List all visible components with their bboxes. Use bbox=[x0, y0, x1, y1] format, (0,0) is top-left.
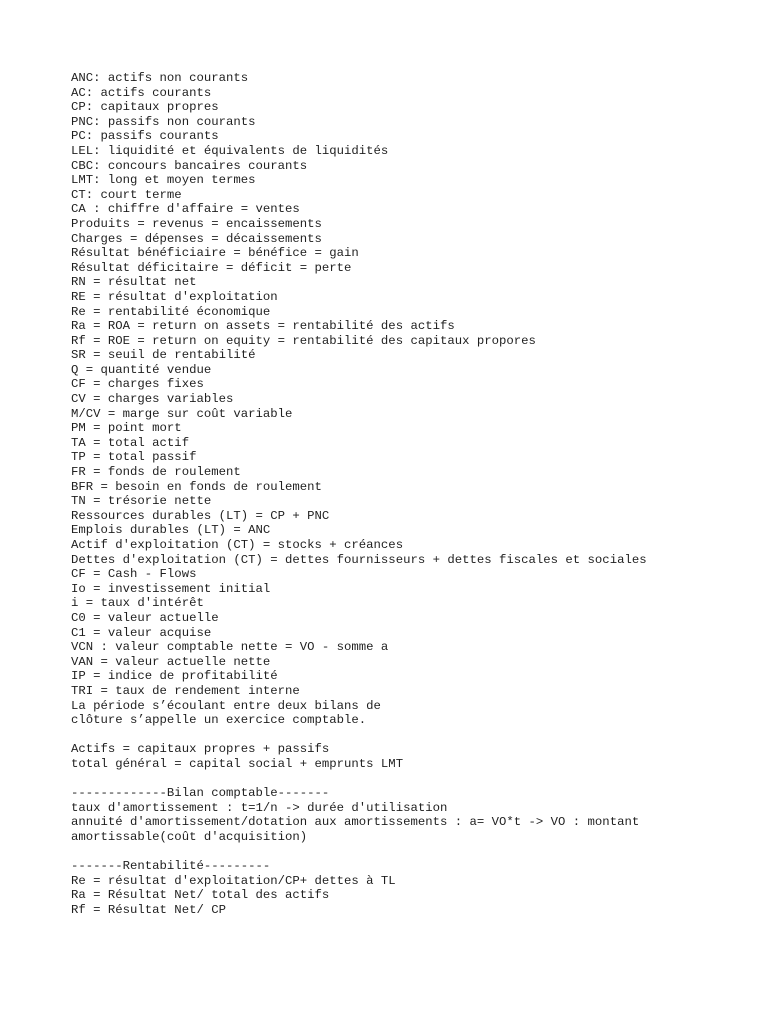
text-line: Io = investissement initial bbox=[71, 581, 271, 596]
text-line: TA = total actif bbox=[71, 435, 190, 450]
text-line: Actif d'exploitation (CT) = stocks + créances bbox=[71, 538, 404, 552]
text-line: taux d'amortissement : t=1/n -> durée d'utilisation bbox=[71, 800, 448, 815]
text-line: FR = fonds de roulement bbox=[71, 465, 241, 480]
text-line: annuité d'amortissement/dotation aux amortissements : a= VO*t -> VO : montant bbox=[71, 815, 640, 830]
text-line: total général = capital social + emprunts LMT bbox=[71, 756, 404, 771]
text-line: Résultat bénéficiaire = bénéfice = gain bbox=[71, 246, 359, 261]
document-text bbox=[71, 71, 647, 917]
text-line: PC: passifs courants bbox=[71, 129, 219, 144]
text-line: Re = rentabilité économique bbox=[71, 304, 271, 319]
text-line: CBC: concours bancaires courants bbox=[71, 158, 308, 173]
text-line: amortissable(coût d'acquisition) bbox=[71, 829, 308, 844]
text-line: Rf = ROE = return on equity = rentabilité des capitaux propores bbox=[71, 333, 536, 348]
text-line: VCN : valeur comptable nette = VO - somme a bbox=[71, 640, 389, 655]
text-line: CT: court terme bbox=[71, 187, 182, 202]
text-line: Q = quantité vendue bbox=[71, 362, 212, 377]
text-line: AC: actifs courants bbox=[71, 85, 212, 100]
text-line: RE = résultat d'exploitation bbox=[71, 289, 278, 304]
text-line: BFR = besoin en fonds de roulement bbox=[71, 479, 322, 494]
blank-line bbox=[71, 772, 647, 787]
text-line: -------Rentabilité--------- bbox=[71, 859, 271, 874]
text-line: RN = résultat net bbox=[71, 275, 197, 290]
text-line: PNC: passifs non courants bbox=[71, 114, 256, 129]
blank-line bbox=[71, 844, 647, 859]
text-line: TRI = taux de rendement interne bbox=[71, 683, 300, 698]
text-line: Produits = revenus = encaissements bbox=[71, 216, 322, 231]
text-line: PM = point mort bbox=[71, 421, 182, 436]
text-line: C0 = valeur actuelle bbox=[71, 610, 219, 625]
text-line: CV = charges variables bbox=[71, 392, 234, 407]
text-line: M/CV = marge sur coût variable bbox=[71, 406, 293, 421]
text-line: Actifs = capitaux propres + passifs bbox=[71, 742, 330, 757]
text-line: Re = résultat d'exploitation/CP+ dettes à TL bbox=[71, 873, 396, 888]
text-line: Charges = dépenses = décaissements bbox=[71, 231, 322, 246]
text-line: C1 = valeur acquise bbox=[71, 625, 212, 640]
text-line: LMT: long et moyen termes bbox=[71, 173, 256, 188]
blank-line bbox=[71, 728, 647, 743]
text-line: Ra = ROA = return on assets = rentabilité des actifs bbox=[71, 319, 455, 334]
text-line: CF = Cash - Flows bbox=[71, 567, 197, 582]
text-line: Rf = Résultat Net/ CP bbox=[71, 902, 226, 917]
text-line: IP = indice de profitabilité bbox=[71, 669, 278, 684]
text-line: Ra = Résultat Net/ total des actifs bbox=[71, 888, 330, 903]
text-line: CP: capitaux propres bbox=[71, 100, 219, 115]
text-line: SR = seuil de rentabilité bbox=[71, 348, 256, 363]
text-line: i = taux d'intérêt bbox=[71, 596, 204, 611]
text-line: Ressources durables (LT) = CP + PNC bbox=[71, 508, 330, 523]
text-line: TP = total passif bbox=[71, 450, 197, 465]
text-line: ANC: actifs non courants bbox=[71, 71, 249, 85]
text-line: La période s’écoulant entre deux bilans de bbox=[71, 698, 381, 713]
text-line: LEL: liquidité et équivalents de liquidités bbox=[71, 143, 389, 158]
text-line: CA : chiffre d'affaire = ventes bbox=[71, 202, 300, 217]
text-line: clôture s’appelle un exercice comptable. bbox=[71, 713, 367, 728]
text-line: Emplois durables (LT) = ANC bbox=[71, 523, 271, 538]
text-line: -------------Bilan comptable------- bbox=[71, 786, 330, 801]
text-line: Résultat déficitaire = déficit = perte bbox=[71, 260, 352, 275]
text-line: VAN = valeur actuelle nette bbox=[71, 654, 271, 669]
text-line: CF = charges fixes bbox=[71, 377, 204, 392]
text-line: Dettes d'exploitation (CT) = dettes fournisseurs + dettes fiscales et sociales bbox=[71, 552, 647, 567]
text-line: TN = trésorie nette bbox=[71, 494, 212, 509]
